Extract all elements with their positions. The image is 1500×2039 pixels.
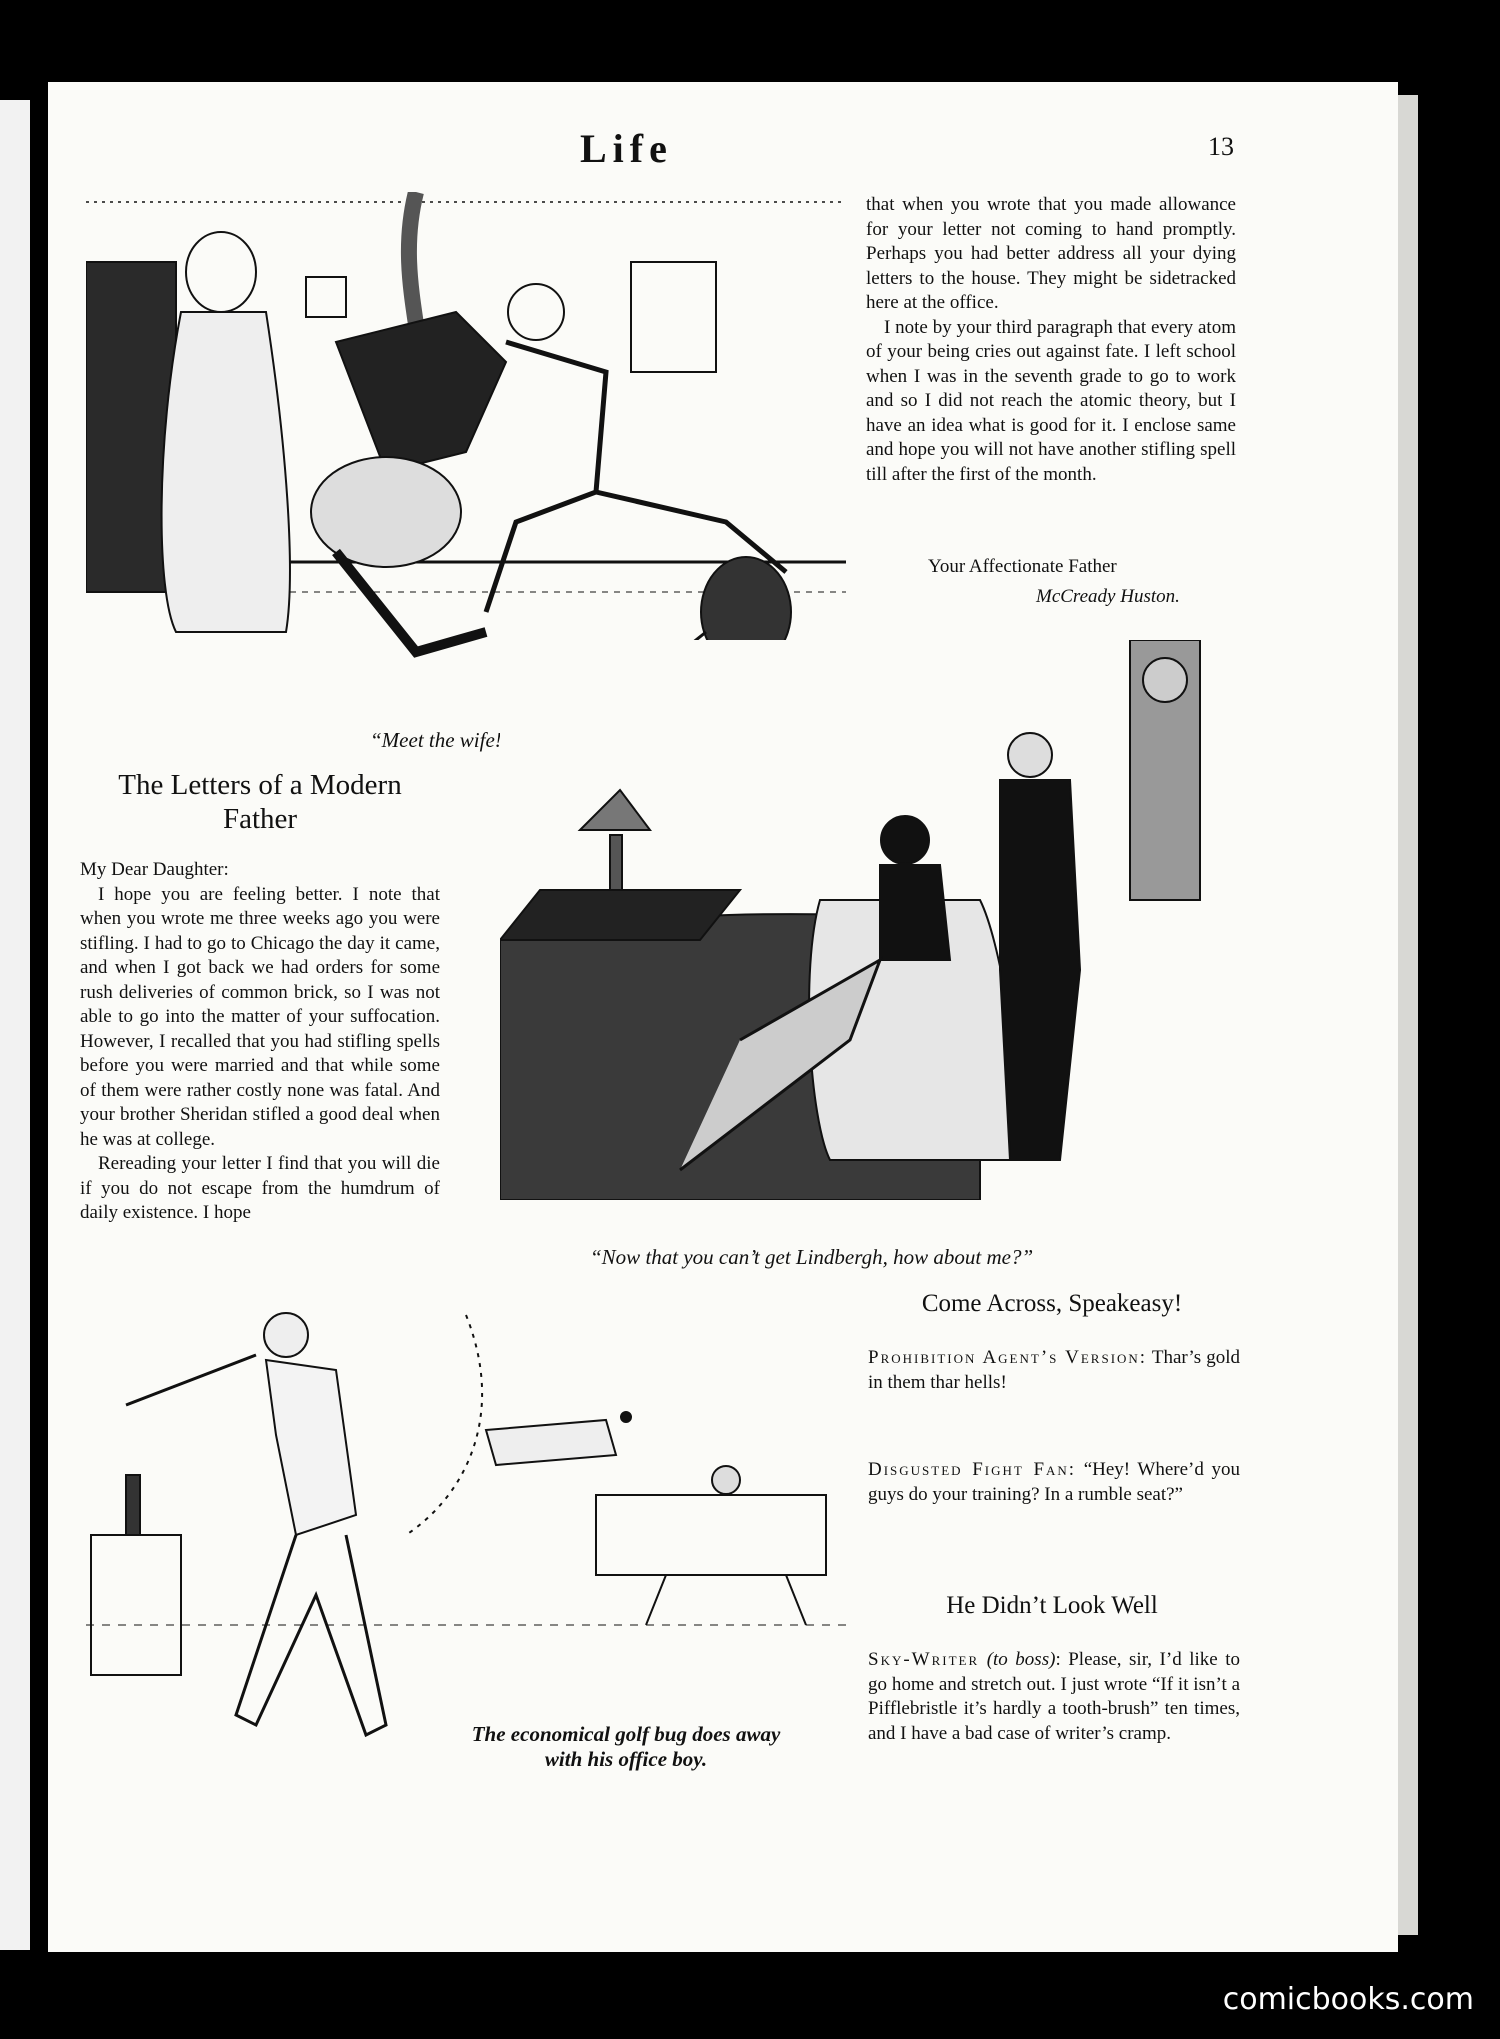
- cartoon3-caption: The economical golf bug does away with his office boy.: [471, 1722, 781, 1771]
- come-across-item1: [868, 1346, 1240, 1395]
- cartoon-meet-the-wife: [86, 192, 846, 700]
- speaker-prohibition-agent: Prohibition Agent’s Version:: [868, 1347, 1148, 1368]
- masthead: Life: [580, 126, 673, 171]
- cartoon1-caption: “Meet the wife!”: [370, 728, 514, 752]
- watermark: comicbooks.com: [1222, 1982, 1474, 2017]
- letter-continuation: [866, 193, 1236, 487]
- letter-continuation-p2: I note by your third paragraph that every atom of your being cries out against fate. I left school when I was in the seventh grade to go to work and so I did not reach the atomic theory, but I have an idea what is good for it. I enclose same and hope you will not have another stifling spell till after the first of the month.: [866, 316, 1236, 485]
- page-number: 13: [1208, 132, 1234, 161]
- cartoon2-caption: “Now that you can’t get Lindbergh, how about me?”: [590, 1245, 1034, 1269]
- article-p2: Rereading your letter I find that you will die if you do not escape from the humdrum of daily existence. I hope: [80, 1153, 440, 1223]
- article-salutation: My Dear Daughter:: [80, 859, 229, 880]
- he-didnt-body: [868, 1648, 1240, 1746]
- cartoon-golf-bug: [86, 1295, 846, 1765]
- stage-direction: (to boss): [986, 1649, 1056, 1670]
- letter-closing: Your Affectionate Father: [928, 556, 1117, 577]
- speaker-fight-fan: Disgusted Fight Fan:: [868, 1459, 1077, 1480]
- come-across-line2: “Hey! Where’d you guys do your training? In a rumble seat?”: [868, 1459, 1240, 1505]
- article-title: The Letters of a Modern Father: [118, 769, 402, 835]
- article-p1: I hope you are feeling better. I note that when you wrote me three weeks ago you were stifling. I had to go to Chicago the day it came, and when I got back we had orders for some rush deliveries of common brick, so I was not able to go into the matter of your suffocation. However, I recalled that you had stifling spells before you were married and that while some of them were rather costly none was fatal. And your brother Sheridan stifled a good deal when he was at college.: [80, 883, 440, 1150]
- cartoon-lindbergh: [500, 640, 1240, 1200]
- speaker-sky-writer: Sky-Writer: [868, 1649, 980, 1670]
- he-didnt-title: He Didn’t Look Well: [946, 1592, 1158, 1619]
- come-across-item2: [868, 1458, 1240, 1507]
- letter-author: McCready Huston.: [1036, 586, 1180, 607]
- adjacent-page-edge: [0, 100, 30, 1950]
- come-across-title: Come Across, Speakeasy!: [921, 1290, 1183, 1317]
- article-body: [80, 858, 440, 1226]
- page-stack-edge: [1398, 95, 1418, 1935]
- come-across-line1: Thar’s gold in them thar hells!: [868, 1347, 1240, 1393]
- he-didnt-line: : Please, sir, I’d like to go home and stretch out. I just wrote “If it isn’t a Pifflebristle it’s hardly a tooth-brush” ten times, and I have a bad case of writer’s cramp.: [868, 1649, 1241, 1744]
- letter-continuation-p1: that when you wrote that you made allowance for your letter not coming to hand promptly. Perhaps you had better address all your dying letters to the house. They might be sidetracked here at the office.: [866, 194, 1236, 313]
